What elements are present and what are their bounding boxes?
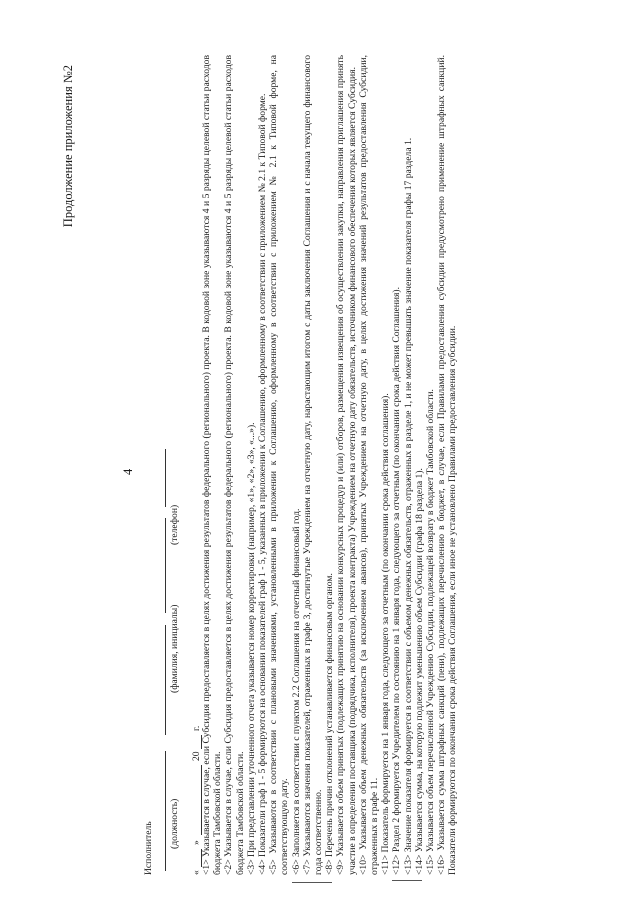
footnote-14: <14> Указывается сумма, на которую подлежит уменьшению объем Субсидии (графа 18 раздела 1). (413, 468, 425, 875)
executor-block (143, 55, 203, 875)
footer-rule-left (292, 882, 332, 883)
executor-label: Исполнитель (143, 821, 154, 875)
position-line (165, 751, 166, 871)
date-close-quote: » (191, 840, 202, 845)
footnote-2: <2> Указывается в случае, если Субсидия предоставляется в целях достижения результатов федерального (регионального) проекта. В кодовой зоне указываются 4 и 5 разряды целевой статьи расходов бюджета Тамбовской области. (223, 55, 246, 875)
footnote-9: <9> Указывается объем принятых (подлежащих принятию на основании конкурсных процедур и (или) отборов, размещения извещения об осуществлении закупки, направления приглашения принять участие в определении поставщика (подрядчика, исполнителя), проекта контракта) Учреждением на отчетную дату обязательств, источником финансового обеспечения которых является Субсидия. (335, 55, 358, 875)
footnote-7: <7> Указываются значения показателей, отраженных в графе 3, достигнутые Учреждением на отчетную дату, нарастающим итогом с даты заключения Соглашения и с начала текущего финансового года соответственно. (301, 55, 325, 875)
executor-label-row (143, 55, 155, 875)
date-open-quote: « (191, 870, 202, 875)
footnote-4: <4> Показатели граф 1 - 5 формируются на основании показателей граф 1 - 5, указанных в приложении к Соглашению, оформленному в соответствии с приложением № 2.1 к Типовой форме. (257, 93, 269, 875)
rotated-content (61, 55, 585, 875)
phone-caption: (телефон) (169, 504, 180, 545)
date-suffix: г. (191, 725, 202, 731)
date-year: 20 (191, 751, 202, 761)
signature-line (165, 625, 166, 735)
footnote-1: <1> Указывается в случае, если Субсидия предоставляется в целях достижения результатов федерального (регионального) проекта. В кодовой зоне указываются 4 и 5 разряды целевой статьи расходов бюджета Тамбовской области. (201, 55, 224, 875)
footnote-5: <5> Указываются в соответствии с плановыми значениями, установленными в приложении к Соглашению, оформленному в соответствии с приложением № 2.1 к Типовой форме, на соответствующую дату. (268, 55, 291, 875)
position-caption: (должность) (169, 798, 180, 849)
footnote-8: <8> Перечень причин отклонений устанавливается финансовым органом. (324, 573, 336, 875)
footnote-6: <6> Заполняется в соответствии с пунктом 2.2 Соглашения на отчетный финансовый год. (290, 508, 302, 875)
executor-caption-row (169, 55, 181, 875)
footnote-15: <15> Указывается объем перечисленной Учреждению Субсидии, подлежащей возврату в бюджет Тамбовской области. (425, 389, 437, 875)
page-header: Продолжение приложения №2 (61, 65, 75, 228)
name-line (165, 518, 166, 613)
footnote-16: <16> Указывается сумма штрафных санкций (пени), подлежащих перечислению в бюджет, в случае, если Правилами предоставления субсидии предусмотрено применение штрафных санкций. Показатели формируются по окончании срока действия Соглашения, если иное не установлено Правилами предоставления субсидии. (436, 55, 459, 875)
footnote-12: <12> Раздел 2 формируется Учредителем по состоянию на 1 января года, следующего за отчетным (по окончании срока действия Соглашения). (391, 286, 403, 875)
footnote-11: <11> Показатель формируется на 1 января года, следующего за отчетным (по окончании срока действия соглашения). (380, 393, 392, 875)
name-caption: (фамилия, инициалы) (169, 604, 180, 693)
page-number: 4 (121, 468, 135, 475)
phone-line (165, 449, 166, 507)
footnotes (201, 55, 459, 875)
footnote-10: <10> Указывается объем денежных обязательств (за исключением авансов), принятых Учреждением на отчетную дату, в целях достижения значений результатов предоставления Субсидии, отраженных в графе 11. (357, 55, 381, 875)
footnote-3: <3> При представлении уточненного отчета указывается номер корректировки (например, «1», «2», «3», «...»). (245, 422, 257, 875)
footer-rule-right (392, 880, 422, 881)
footnote-13: <13> Значение показателя формируется в соответствии с объемом денежных обязательств, отраженных в разделе 1, и не может превышать значение показателя графы 17 раздела 1. (402, 137, 414, 875)
